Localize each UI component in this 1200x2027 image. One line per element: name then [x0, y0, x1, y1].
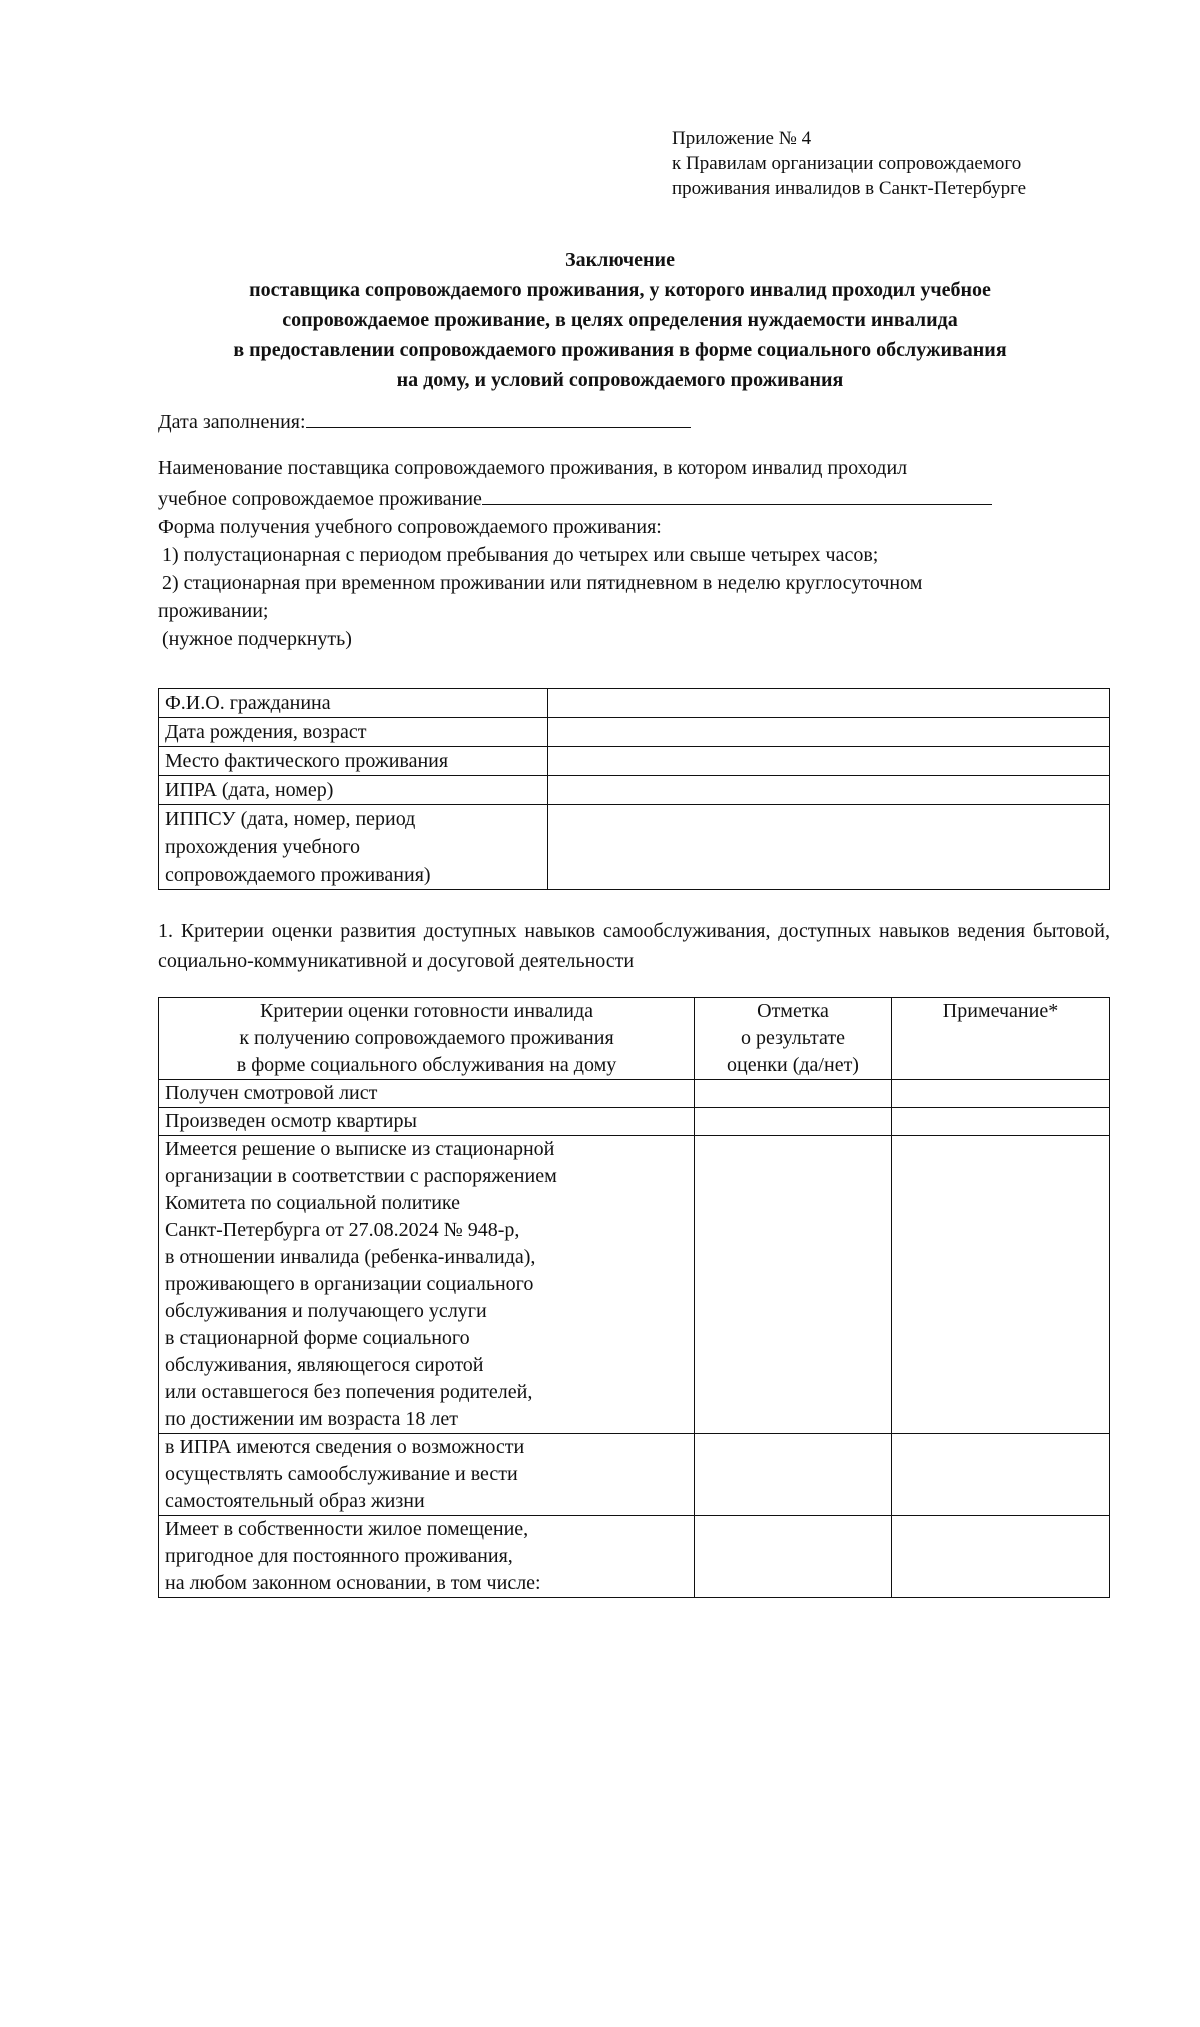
appendix-rules-line: к Правилам организации сопровождаемого — [672, 153, 1022, 174]
result-cell[interactable] — [695, 1080, 892, 1108]
document-heading — [140, 245, 1100, 395]
criteria-table — [158, 997, 1110, 1598]
row-label-ippsu: ИППСУ (дата, номер, период прохождения учебного сопровождаемого проживания) — [159, 805, 548, 890]
residence-value-cell[interactable] — [548, 747, 1110, 776]
table-row — [159, 776, 1110, 805]
criteria-column-header: Критерии оценки готовности инвалида к получению сопровождаемого проживания в форме социального обслуживания на дому — [159, 998, 695, 1080]
table-row — [159, 805, 1110, 890]
heading-line-1: поставщика сопровождаемого проживания, у которого инвалид проходил учебное — [249, 279, 991, 301]
table-row — [159, 1108, 1110, 1136]
note-cell[interactable] — [892, 1434, 1110, 1516]
criterion-inspection-sheet: Получен смотровой лист — [159, 1080, 695, 1108]
row-label-residence: Место фактического проживания — [159, 747, 548, 776]
option-stationary: 2) стационарная при временном проживании или пятидневном в неделю круглосуточном — [162, 572, 923, 594]
criteria-header-row — [159, 998, 1110, 1080]
date-blank-line[interactable] — [306, 405, 691, 428]
table-row — [159, 1516, 1110, 1598]
heading-line-3: в предоставлении сопровождаемого проживания в форме социального обслуживания — [233, 339, 1007, 361]
note-cell[interactable] — [892, 1516, 1110, 1598]
result-cell[interactable] — [695, 1434, 892, 1516]
table-row — [159, 747, 1110, 776]
table-row — [159, 1080, 1110, 1108]
provider-label-row — [158, 482, 1108, 513]
result-column-header: Отметка о результате оценки (да/нет) — [695, 998, 892, 1080]
table-row — [159, 1136, 1110, 1434]
ipra-value-cell[interactable] — [548, 776, 1110, 805]
provider-label-line-1: Наименование поставщика сопровождаемого проживания, в котором инвалид проходил — [158, 457, 908, 479]
criterion-housing-ownership: Имеет в собственности жилое помещение, пригодное для постоянного проживания, на любом законном основании, в том числе: — [159, 1516, 695, 1598]
note-column-header: Примечание* — [892, 998, 1110, 1080]
note-cell[interactable] — [892, 1136, 1110, 1434]
result-cell[interactable] — [695, 1108, 892, 1136]
heading-line-2: сопровождаемое проживание, в целях определения нуждаемости инвалида — [282, 309, 958, 331]
provider-blank-line[interactable] — [482, 482, 992, 505]
date-field-row — [158, 405, 1108, 436]
provider-field — [158, 454, 1108, 653]
option-semi-stationary: 1) полустационарная с периодом пребывания до четырех или свыше четырех часов; — [162, 544, 879, 566]
underline-note: (нужное подчеркнуть) — [162, 628, 352, 650]
option-stationary-continued: проживании; — [158, 600, 269, 622]
note-cell[interactable] — [892, 1080, 1110, 1108]
note-cell[interactable] — [892, 1108, 1110, 1136]
table-row — [159, 718, 1110, 747]
row-label-ipra: ИПРА (дата, номер) — [159, 776, 548, 805]
appendix-reference — [672, 126, 1026, 201]
citizen-info-table — [158, 688, 1110, 890]
criterion-apartment-inspection: Произведен осмотр квартиры — [159, 1108, 695, 1136]
appendix-number: Приложение № 4 — [672, 128, 812, 149]
criterion-discharge-decision: Имеется решение о выписке из стационарной организации в соответствии с распоряжением Комитета по социальной политике Санкт-Петербурга от 27.08.2024 № 948-р, в отношении инвалида (ребенка-инвалида), проживающего в организации социального обслуживания и получающего услуги в стационарной форме социального обслуживания, являющегося сиротой или оставшегося без попечения родителей, по достижении им возраста 18 лет — [159, 1136, 695, 1434]
document-title: Заключение — [565, 249, 675, 271]
result-cell[interactable] — [695, 1516, 892, 1598]
table-row — [159, 1434, 1110, 1516]
table-row — [159, 689, 1110, 718]
section-1-heading: 1. Критерии оценки развития доступных навыков самообслуживания, доступных навыков ведения бытовой, социально-коммуникативной и досуговой деятельности — [158, 920, 1110, 972]
provider-label-line-2: учебное сопровождаемое проживание — [158, 488, 482, 510]
row-label-birth-date: Дата рождения, возраст — [159, 718, 548, 747]
ippsu-value-cell[interactable] — [548, 805, 1110, 890]
date-label: Дата заполнения: — [158, 411, 306, 433]
appendix-city-line: проживания инвалидов в Санкт-Петербурге — [672, 178, 1027, 199]
birth-date-value-cell[interactable] — [548, 718, 1110, 747]
result-cell[interactable] — [695, 1136, 892, 1434]
form-type-label: Форма получения учебного сопровождаемого проживания: — [158, 516, 662, 538]
criterion-ipra-self-care: в ИПРА имеются сведения о возможности осуществлять самообслуживание и вести самостоятельный образ жизни — [159, 1434, 695, 1516]
row-label-full-name: Ф.И.О. гражданина — [159, 689, 548, 718]
heading-line-4: на дому, и условий сопровождаемого проживания — [396, 369, 844, 391]
full-name-value-cell[interactable] — [548, 689, 1110, 718]
